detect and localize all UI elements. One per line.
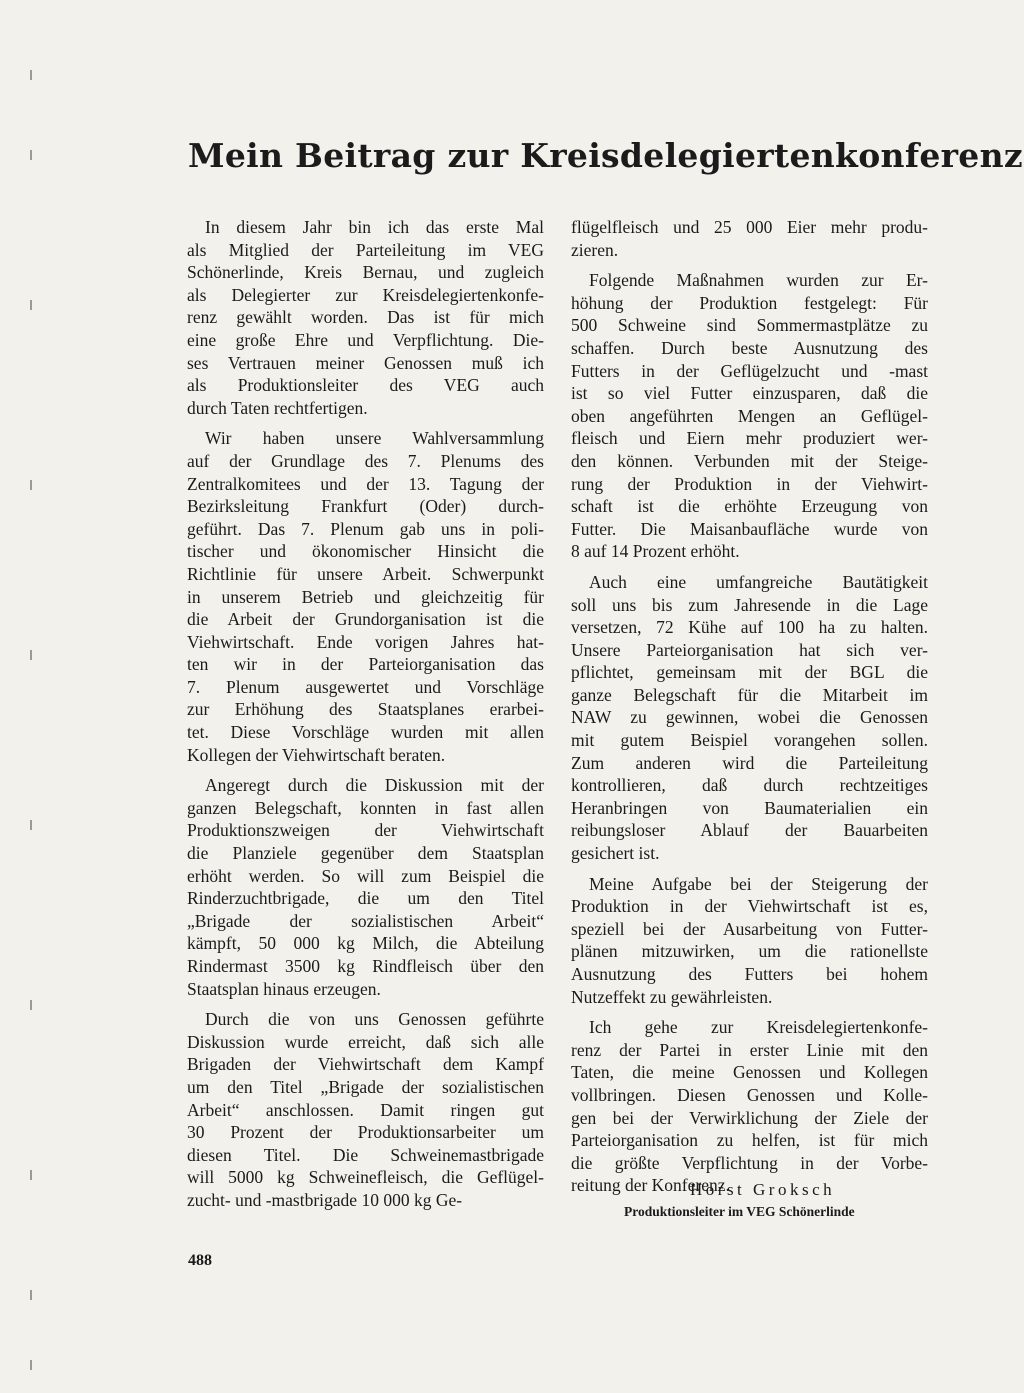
text-line: Rinderzuchtbrigade, die um den Titel [187, 888, 544, 909]
text-line: rung der Produktion in der Viehwirt- [571, 473, 928, 494]
text-line: als Produktionsleiter des VEG auch [187, 375, 544, 396]
text-line: Ausnutzung des Futters bei hohem [571, 964, 928, 984]
author-role: Produktionsleiter im VEG Schönerlinde [624, 1204, 855, 1219]
text-line: zur Erhöhung des Staatsplanes erarbei- [187, 699, 544, 720]
text-line: Richtlinie für unsere Arbeit. Schwerpunkt [187, 563, 544, 584]
text-line: Heranbringen von Baumaterialien ein [571, 797, 928, 818]
text-line: Meine Aufgabe bei der Steigerung der [589, 873, 928, 894]
text-line: fleisch und Eiern mehr produziert wer- [571, 428, 928, 449]
paragraph [571, 571, 928, 865]
text-line: renz gewählt worden. Das ist für mich [187, 307, 544, 328]
page-number: 488 [188, 1252, 212, 1269]
text-line: die Arbeit der Grundorganisation ist die [187, 609, 544, 630]
text-line: geführt. Das 7. Plenum gab uns in poli- [187, 518, 544, 539]
text-line: vollbringen. Diesen Genossen und Kolle- [571, 1084, 928, 1105]
paragraph [571, 216, 928, 261]
paragraph [187, 774, 544, 1000]
text-line: Produktion in der Viehwirtschaft ist es, [571, 896, 928, 917]
text-line: Rindermast 3500 kg Rindfleisch über den [187, 956, 544, 976]
text-line: flügelfleisch und 25 000 Eier mehr produ- [571, 217, 928, 237]
text-line: renz der Partei in erster Linie mit den [571, 1039, 928, 1060]
text-line: tischer und ökonomischer Hinsicht die [187, 541, 544, 562]
text-line: zieren. [571, 239, 619, 260]
text-line: in unserem Betrieb und gleichzeitig für [187, 586, 544, 607]
text-line: Auch eine umfangreiche Bautätigkeit [589, 571, 928, 592]
text-line: durch Taten rechtfertigen. [187, 397, 368, 418]
text-line: Diskussion wurde erreicht, daß sich alle [187, 1031, 544, 1052]
text-line: den können. Verbunden mit der Steige- [571, 450, 928, 471]
text-line: reibungsloser Ablauf der Bauarbeiten [571, 820, 928, 841]
text-line: Arbeit“ anschlossen. Damit ringen gut [187, 1099, 544, 1120]
text-line: 7. Plenum ausgewertet und Vorschläge [187, 676, 544, 697]
text-line: die größte Verpflichtung in der Vorbe- [571, 1152, 928, 1173]
scan-edge-marks [30, 40, 34, 1370]
text-line: Viehwirtschaft. Ende vorigen Jahres hat- [187, 631, 544, 652]
text-line: In diesem Jahr bin ich das erste Mal [205, 217, 544, 237]
paragraph [187, 216, 544, 419]
text-line: höhung der Produktion festgelegt: Für [571, 292, 928, 313]
text-line: gen bei der Verwirklichung der Ziele der [571, 1107, 928, 1128]
text-line: diesen Titel. Die Schweinemastbrigade [187, 1144, 544, 1165]
text-line: ist so viel Futter einzusparen, daß die [571, 383, 928, 404]
text-line: Staatsplan hinaus erzeugen. [187, 978, 381, 999]
article-title: Mein Beitrag zur Kreisdelegiertenkonferenz [188, 136, 1023, 175]
text-line: Produktionszweigen der Viehwirtschaft [187, 820, 544, 841]
text-line: gesichert ist. [571, 843, 660, 864]
text-line: ten wir in der Parteiorganisation das [187, 654, 544, 675]
text-line: 8 auf 14 Prozent erhöht. [571, 541, 740, 562]
paragraph [571, 873, 928, 1009]
text-line: Futters in der Geflügelzucht und -mast [571, 360, 928, 381]
text-line: Unsere Parteiorganisation hat sich ver- [571, 639, 928, 660]
paragraph [187, 1008, 544, 1211]
left-column [187, 216, 544, 1220]
text-line: pflichtet, gemeinsam mit der BGL die [571, 662, 928, 683]
text-line: Futter. Die Maisanbaufläche wurde von [571, 518, 928, 539]
text-line: 500 Schweine sind Sommermastplätze zu [571, 315, 928, 336]
text-line: Taten, die meine Genossen und Kollegen [571, 1062, 928, 1083]
text-line: Zum anderen wird die Parteileitung [571, 752, 928, 773]
text-line: Schönerlinde, Kreis Bernau, und zugleich [187, 262, 544, 283]
text-line: Ich gehe zur Kreisdelegiertenkonfe- [589, 1017, 928, 1038]
author-name: Horst Groksch [690, 1180, 836, 1199]
text-line: als Delegierter zur Kreisdelegiertenkonfe- [187, 284, 544, 305]
text-line: Parteiorganisation zu helfen, ist für mich [571, 1130, 928, 1151]
text-line: plänen mitzuwirken, um die rationellste [571, 941, 928, 962]
text-line: ses Vertrauen meiner Genossen muß ich [187, 352, 544, 373]
text-line: schaffen. Durch beste Ausnutzung des [571, 337, 928, 358]
text-line: schaft ist die erhöhte Erzeugung von [571, 496, 928, 517]
text-line: versetzen, 72 Kühe auf 100 ha zu halten. [571, 617, 928, 638]
text-line: kämpft, 50 000 kg Milch, die Abteilung [187, 933, 544, 954]
text-line: will 5000 kg Schweinefleisch, die Geflügel- [187, 1167, 544, 1188]
text-line: Durch die von uns Genossen geführte [205, 1009, 544, 1030]
right-column [571, 216, 928, 1205]
text-line: Folgende Maßnahmen wurden zur Er- [589, 270, 928, 291]
text-line: Brigaden der Viehwirtschaft dem Kampf [187, 1054, 544, 1075]
text-line: die Planziele gegenüber dem Staatsplan [187, 843, 544, 864]
text-line: NAW zu gewinnen, wobei die Genossen [571, 707, 928, 728]
text-line: Kollegen der Viehwirtschaft beraten. [187, 744, 446, 765]
text-line: oben angeführten Mengen an Geflügel- [571, 405, 928, 426]
text-line: Nutzeffekt zu gewährleisten. [571, 986, 773, 1007]
paragraph [571, 269, 928, 563]
paragraph [187, 427, 544, 766]
text-line: als Mitglied der Parteileitung im VEG [187, 239, 544, 260]
text-line: mit gutem Beispiel vorangehen sollen. [571, 730, 928, 751]
text-line: eine große Ehre und Verpflichtung. Die- [187, 329, 544, 350]
text-line: um den Titel „Brigade der sozialistischen [187, 1076, 544, 1097]
text-line: tet. Diese Vorschläge wurden mit allen [187, 722, 544, 743]
text-line: reitung der Konferenz. [571, 1175, 730, 1196]
text-line: auf der Grundlage des 7. Plenums des [187, 450, 544, 471]
text-line: kontrollieren, daß durch rechtzeitiges [571, 775, 928, 796]
text-line: Angeregt durch die Diskussion mit der [205, 775, 544, 796]
text-line: ganze Belegschaft für die Mitarbeit im [571, 684, 928, 705]
text-line: soll uns bis zum Jahresende in die Lage [571, 594, 928, 615]
text-line: Wir haben unsere Wahlversammlung [205, 428, 544, 449]
text-line: 30 Prozent der Produktionsarbeiter um [187, 1122, 544, 1143]
text-line: Bezirksleitung Frankfurt (Oder) durch- [187, 496, 544, 517]
text-line: zucht- und -mastbrigade 10 000 kg Ge- [187, 1189, 463, 1210]
text-line: Zentralkomitees und der 13. Tagung der [187, 473, 544, 494]
paragraph [571, 1016, 928, 1197]
text-line: „Brigade der sozialistischen Arbeit“ [187, 910, 544, 931]
text-line: ganzen Belegschaft, konnten in fast allen [187, 797, 544, 818]
text-line: erhöht werden. So will zum Beispiel die [187, 865, 544, 886]
text-line: speziell bei der Ausarbeitung von Futter- [571, 918, 928, 939]
